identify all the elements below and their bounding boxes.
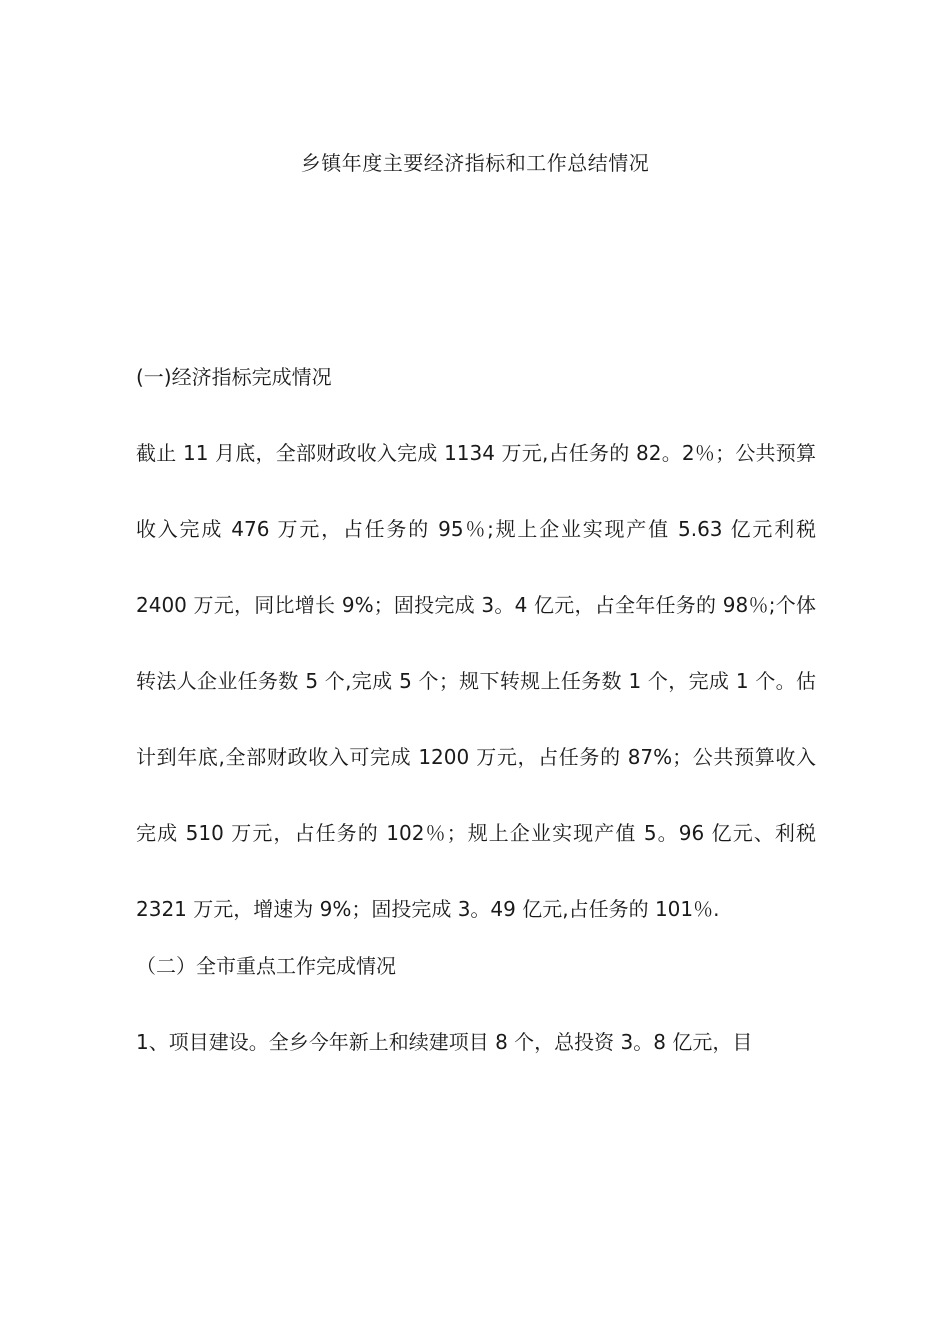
document-title: 乡镇年度主要经济指标和工作总结情况 bbox=[300, 151, 650, 175]
paragraph-project-construction: 1、项目建设。全乡今年新上和续建项目 8 个，总投资 3。8 亿元，目 bbox=[136, 1030, 753, 1054]
section-heading-key-work: （二）全市重点工作完成情况 bbox=[136, 954, 396, 978]
paragraph-economic-indicators: 截止 11 月底，全部财政收入完成 1134 万元,占任务的 82。2％；公共预算收入完成 476 万元，占任务的 95％;规上企业实现产值 5.63 亿元利税 2400 万元，同比增长 9%；固投完成 3。4 亿元，占全年任务的 98％;个体转法人企业任务数 5 个,完成 5 个；规下转规上任务数 1 个，完成 1 个。估计到年底,全部财政收入可完成 1200 万元，占任务的 87%；公共预算收入完成 510 万元，占任务的 102％；规上企业实现产值 5。96 亿元、利税 2321 万元，增速为 9%；固投完成 3。49 亿元,占任务的 101％. bbox=[136, 441, 816, 921]
document-body bbox=[136, 358, 816, 1080]
section-heading-economic-indicators: (一)经济指标完成情况 bbox=[136, 365, 332, 389]
